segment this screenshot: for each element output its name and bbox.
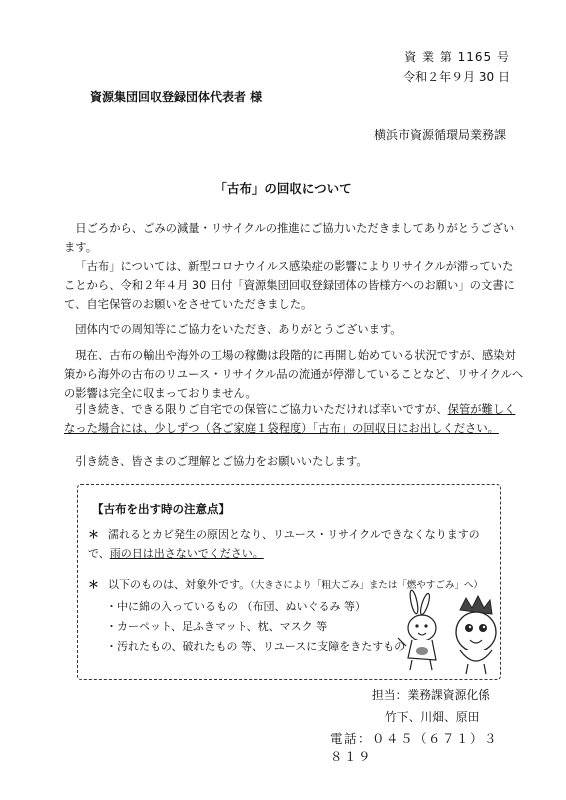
- note-excluded-sub: （大きさにより「粗大ごみ」または「燃やすごみ」へ）: [250, 580, 483, 591]
- asterisk-icon: ＊: [88, 528, 99, 541]
- asterisk-icon: ＊: [88, 578, 99, 591]
- contact-department: 担当：業務課資源化係: [372, 688, 490, 702]
- note-excluded-text: 以下のものは、対象外です。: [108, 578, 251, 591]
- excluded-item: ・汚れたもの、破れたもの 等、リユースに支障をきたすもの: [106, 640, 406, 653]
- excluded-item: ・中に綿の入っているもの （布団、ぬいぐるみ 等）: [106, 600, 366, 613]
- note-rain-text: 濡れるとカビ発生の原因となり、リユース・リサイクルできなくなりますので、: [88, 528, 480, 560]
- note-rain: [88, 525, 488, 563]
- paragraph-request: [64, 400, 524, 438]
- document-title: 「古布」の回収について: [214, 181, 352, 196]
- sender: 横浜市資源循環局業務課: [373, 128, 506, 142]
- paragraph-status: 現在、古布の輸出や海外の工場の稼働は段階的に再開し始めている状況ですが、感染対策から海外の古布のリユース・リサイクル品の流通が停滞していることなど、リサイクルへの影響は完全に収まっておりません。: [64, 349, 524, 400]
- contact-phone: 電話：０４５（６７１）３８１９: [330, 731, 499, 764]
- note-rain-underlined: 雨の日は出さないでください。: [109, 547, 264, 560]
- excluded-item: ・カーペット、足ふきマット、枕、マスク 等: [106, 620, 328, 633]
- request-text: 引き続き、できる限りご自宅での保管にご協力いただければ幸いですが、: [75, 403, 448, 416]
- request-underlined: 保管が難しくなった場合には、少しずつ（各ご家庭１袋程度）「古布」の回収日にお出しください。: [64, 403, 516, 435]
- document-number: 資 業 第 1165 号: [404, 50, 510, 64]
- notes-title: 【古布を出す時の注意点】: [92, 502, 230, 516]
- paragraph-greeting: 日ごろから、ごみの減量・リサイクルの推進にご協力いただきましてありがとうございます。: [64, 222, 515, 254]
- mascot-illustration: [392, 588, 502, 678]
- recipient: 資源集団回収登録団体代表者 様: [90, 90, 263, 104]
- paragraph-background: 「古布」については、新型コロナウイルス感染症の影響によりリサイクルが滞っていたことから、令和２年４月 30 日付「資源集団回収登録団体の皆様方へのお願い」の文書にて、自宅保管のお願いをさせていただきました。: [64, 260, 515, 311]
- document-date: 令和２年９月 30 日: [403, 70, 510, 84]
- paragraph-closing: 引き続き、皆さまのご理解とご協力をお願いいたします。: [75, 455, 368, 468]
- paragraph-thanks: 団体内での周知等にご協力をいただき、ありがとうございます。: [75, 323, 402, 336]
- contact-names: 竹下、川畑、原田: [385, 710, 480, 724]
